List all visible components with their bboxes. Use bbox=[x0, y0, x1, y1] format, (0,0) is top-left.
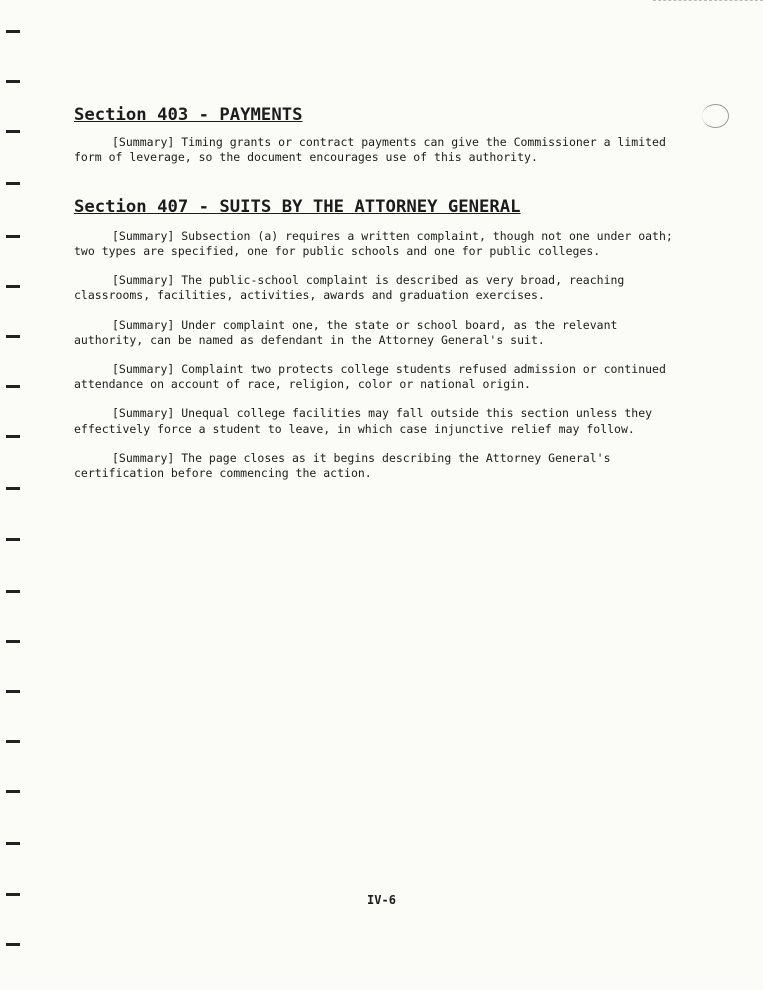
paper-corner-mark bbox=[702, 104, 729, 128]
margin-mark bbox=[6, 235, 20, 238]
section-407-summary-1: [Summary] Subsection (a) requires a written complaint, though not one under oath; two types are specified, one for public schools and one for public colleges. bbox=[74, 228, 673, 259]
page-edge-dashes bbox=[653, 0, 763, 1]
section-407-summary-6: [Summary] The page closes as it begins describing the Attorney General's certification before commencing the action. bbox=[74, 450, 611, 481]
section-403-heading: Section 403 - PAYMENTS bbox=[74, 105, 303, 125]
margin-mark bbox=[6, 435, 20, 438]
margin-mark bbox=[6, 943, 20, 946]
section-407-summary-2: [Summary] The public-school complaint is described as very broad, reaching classrooms, facilities, activities, awards and graduation exercises. bbox=[74, 273, 625, 303]
margin-mark bbox=[6, 640, 20, 643]
margin-mark bbox=[6, 487, 20, 490]
margin-mark bbox=[6, 80, 20, 83]
margin-mark bbox=[6, 130, 20, 133]
margin-mark bbox=[6, 690, 20, 693]
page-number: IV-6 bbox=[367, 893, 396, 907]
margin-mark bbox=[6, 590, 20, 593]
section-407-summary-3: [Summary] Under complaint one, the state or school board, as the relevant authority, can be named as defendant in the Attorney General's suit. bbox=[74, 317, 618, 347]
margin-mark bbox=[6, 538, 20, 541]
margin-mark bbox=[6, 30, 20, 33]
section-407-summary-4: [Summary] Complaint two protects college students refused admission or continued attendance on account of race, religion, color or national origin. bbox=[74, 362, 666, 392]
margin-mark bbox=[6, 740, 20, 743]
margin-mark bbox=[6, 385, 20, 388]
margin-mark bbox=[6, 790, 20, 793]
document-body bbox=[74, 105, 690, 495]
section-407-summary-5: [Summary] Unequal college facilities may fall outside this section unless they effectively force a student to leave, in which case injunctive relief may follow. bbox=[74, 406, 653, 436]
margin-mark bbox=[6, 842, 20, 845]
margin-mark bbox=[6, 285, 20, 288]
section-403-summary: [Summary] Timing grants or contract payments can give the Commissioner a limited form of leverage, so the document encourages use of this authority. bbox=[74, 135, 666, 165]
section-407-heading: Section 407 - SUITS BY THE ATTORNEY GENERAL bbox=[74, 196, 521, 217]
margin-mark bbox=[6, 335, 20, 338]
margin-mark bbox=[6, 182, 20, 185]
